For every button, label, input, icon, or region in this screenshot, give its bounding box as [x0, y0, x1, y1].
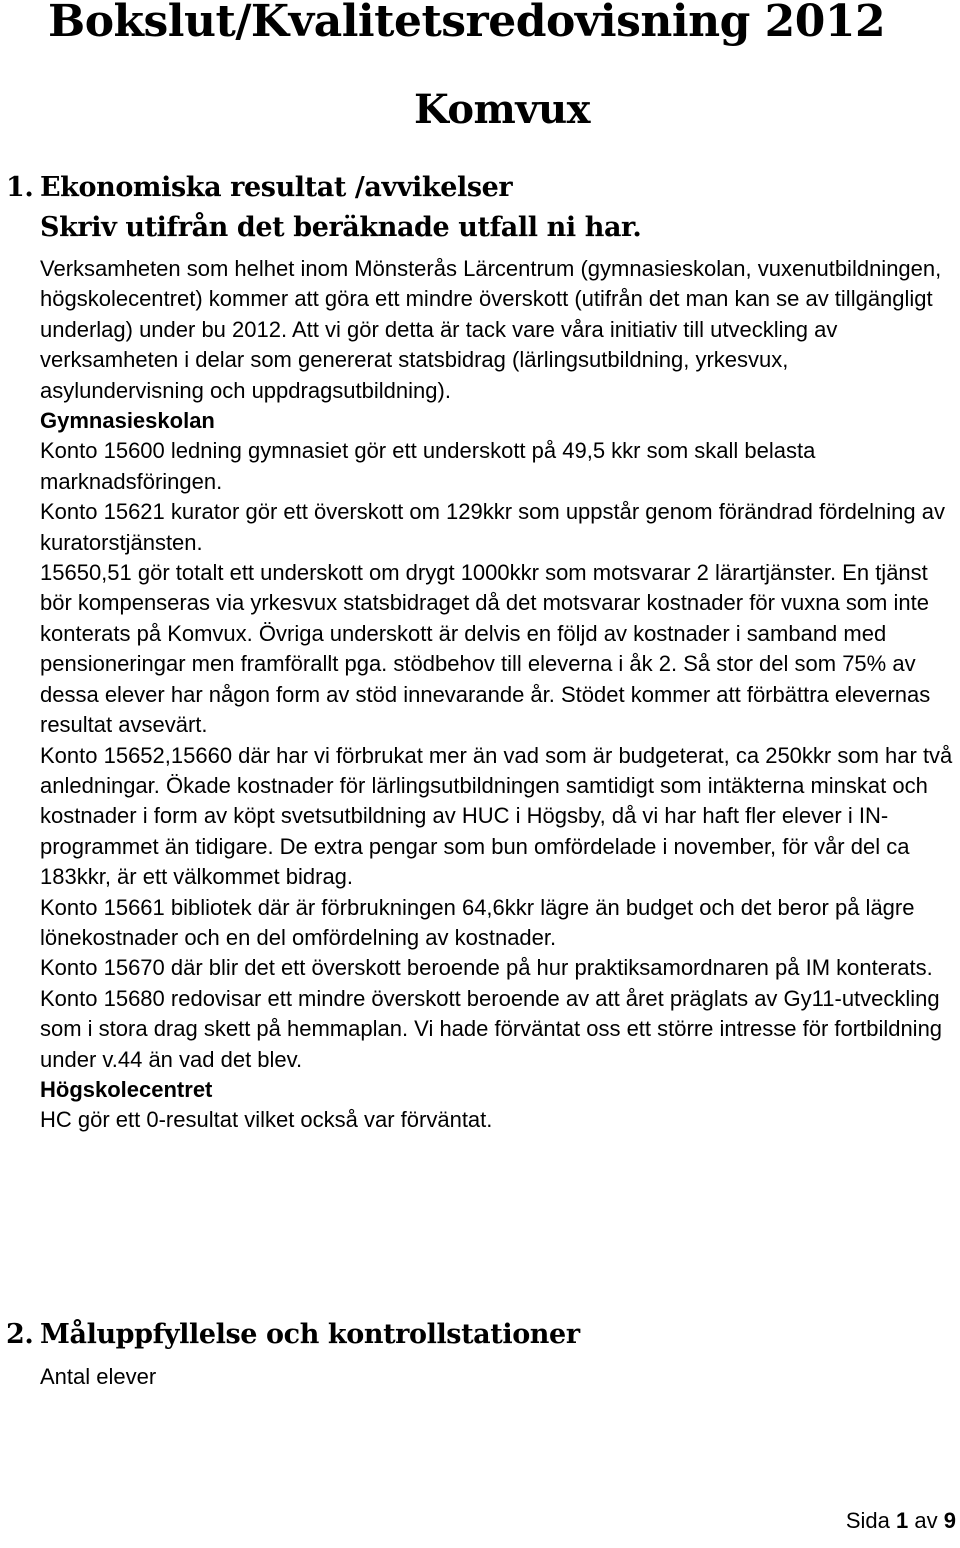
hogskolecentret-heading: Högskolecentret — [40, 1076, 213, 1102]
footer-av-label: av — [914, 1508, 938, 1533]
konto-15670-paragraph: Konto 15670 där blir det ett överskott beroende på hur praktiksamordnaren på IM konterats. — [40, 955, 933, 981]
footer-sida-label: Sida — [845, 1508, 890, 1533]
section-2-heading — [6, 1315, 580, 1355]
page-footer — [846, 1506, 956, 1536]
konto-15600-paragraph: Konto 15600 ledning gymnasiet gör ett underskott på 49,5 kkr som skall belasta marknadsföringen. — [40, 438, 816, 494]
document-title: Bokslut/Kvalitetsredovisning 2012 — [48, 0, 886, 47]
section-2-number: 2. — [6, 1319, 34, 1350]
section-1-body — [40, 254, 955, 1136]
intro-paragraph: Verksamheten som helhet inom Mönsterås Lärcentrum (gymnasieskolan, vuxenutbildningen, högskolecentret) kommer att göra ett mindre överskott (utifrån det man kan se av tillgängligt underlag) under bu 2012. Att vi gör detta är tack vare våra initiativ till utveckling av verksamheten i delar som genererat statsbidrag (lärlingsutbildning, yrkesvux, asylundervisning och uppdragsutbildning). — [40, 256, 942, 403]
section-1-subheading: Skriv utifrån det beräknade utfall ni har. — [40, 212, 642, 243]
konto-15652-paragraph: Konto 15652,15660 där har vi förbrukat mer än vad som är budgeterat, ca 250kkr som har två anledningar. Ökade kostnader för lärlingsutbildningen samtidigt som intäkterna minskat och kostnader i form av köpt svetsutbildning av HUC i Högsby, då vi har haft fler elever i IN-programmet än tidigare. De extra pengar som bun omfördelade i november, för vår del ca 183kkr, är ett välkommet bidrag. — [40, 742, 953, 890]
section-2-title: Måluppfyllelse och kontrollstationer — [40, 1319, 580, 1350]
document-subtitle: Komvux — [413, 86, 590, 133]
section-1-number: 1. — [6, 172, 34, 203]
footer-current-page: 1 — [896, 1508, 909, 1533]
konto-15680-paragraph: Konto 15680 redovisar ett mindre överskott beroende av att året präglats av Gy11-utveckling som i stora drag skett på hemmaplan. Vi hade förväntat oss ett större intresse för fortbildning under v.44 än vad det blev. — [40, 985, 943, 1072]
section-1-title: Ekonomiska resultat /avvikelser — [40, 172, 513, 203]
gymnasieskolan-heading: Gymnasieskolan — [40, 408, 215, 434]
konto-15650-paragraph: 15650,51 gör totalt ett underskott om drygt 1000kkr som motsvarar 2 lärartjänster. En tjänst bör kompenseras via yrkesvux statsbidraget då det motsvarar kostnader för vuxna som inte konterats på Komvux. Övriga underskott är delvis en följd av kostnader i samband med pensioneringar men framförallt pga. stödbehov till eleverna i åk 2. Så stor del som 75% av dessa elever har någon form av stöd innevarande år. Stödet kommer att förbättra elevernas resultat avsevärt. — [40, 560, 931, 738]
section-1-heading — [6, 168, 512, 208]
konto-15621-paragraph: Konto 15621 kurator gör ett överskott om 129kkr som uppstår genom förändrad fördelning av kuratorstjänsten. — [40, 499, 945, 555]
footer-total-pages: 9 — [943, 1508, 956, 1533]
konto-15661-paragraph: Konto 15661 bibliotek där är förbrukningen 64,6kkr lägre än budget och det beror på lägre lönekostnader och en del omfördelning av kostnader. — [40, 894, 915, 950]
hogskolecentret-paragraph: HC gör ett 0-resultat vilket också var förväntat. — [40, 1107, 493, 1133]
antal-elever-label: Antal elever — [40, 1364, 157, 1389]
